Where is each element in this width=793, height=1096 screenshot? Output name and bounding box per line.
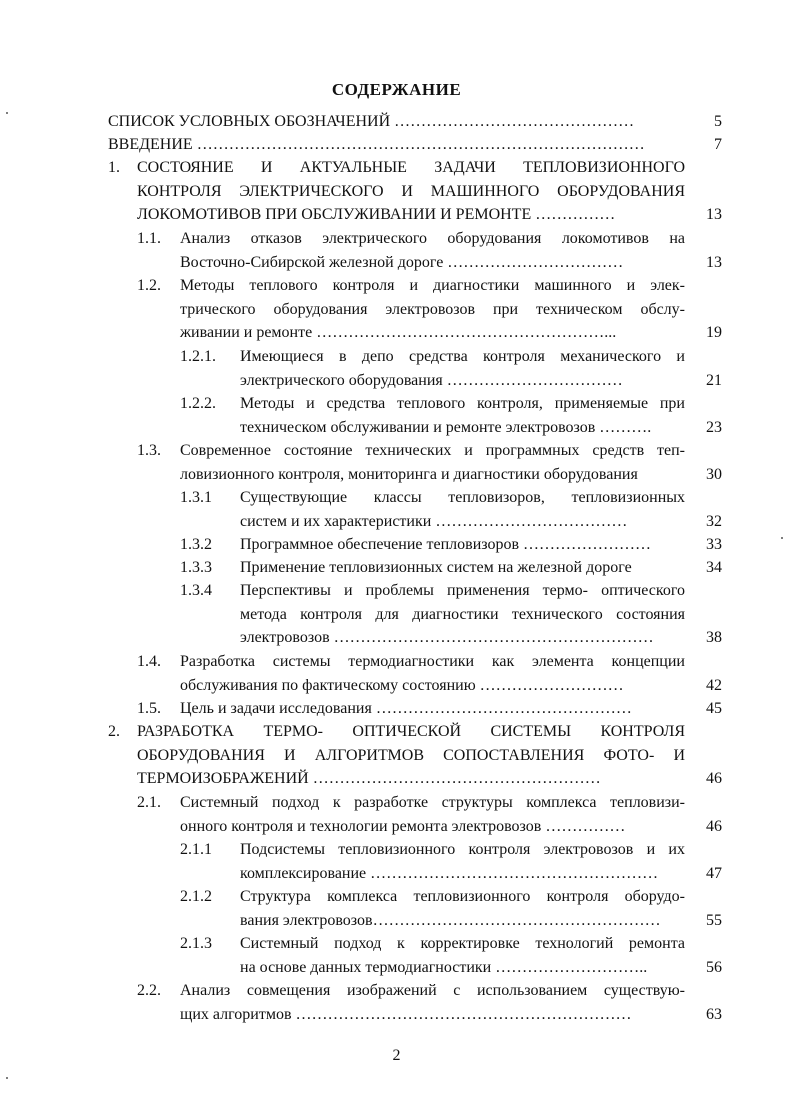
toc-entry-line: КОНТРОЛЯ ЭЛЕКТРИЧЕСКОГО И МАШИННОГО ОБОРУДОВАНИЯ <box>137 182 685 200</box>
toc-entry-number: 2.2. <box>137 982 161 999</box>
toc-entry-number: 1.3.1 <box>180 489 212 506</box>
toc-entry-page: 32 <box>706 512 722 530</box>
toc-entry-line: Анализ отказов электрического оборудования локомотивов на <box>180 230 685 247</box>
toc-entry-line: ловизионного контроля, мониторинга и диагностики оборудования <box>180 465 638 483</box>
toc-entry-number: 1.1. <box>137 230 161 247</box>
toc-entry-page: 21 <box>706 371 722 389</box>
toc-entry-line: РАЗРАБОТКА ТЕРМО- ОПТИЧЕСКОЙ СИСТЕМЫ КОНТРОЛЯ <box>137 723 685 740</box>
toc-entry-number: 2.1.1 <box>180 841 212 858</box>
toc-entry-page: 30 <box>706 465 722 483</box>
toc-entry-line: техническом обслуживании и ремонте электровозов ………. <box>240 418 652 436</box>
toc-entry-page: 19 <box>706 324 722 341</box>
toc-entry-page: 42 <box>706 676 722 694</box>
toc-entry-number: 1.4. <box>137 653 161 670</box>
toc-entry-line: обслуживания по фактическому состоянию ……………………… <box>180 676 624 694</box>
scan-speck <box>781 537 783 539</box>
toc-entry-number: 1. <box>108 159 120 176</box>
toc-entry-page: 13 <box>706 253 722 271</box>
toc-entry-line: СОСТОЯНИЕ И АКТУАЛЬНЫЕ ЗАДАЧИ ТЕПЛОВИЗИОННОГО <box>137 159 685 176</box>
toc-entry-number: 2.1.3 <box>180 935 212 952</box>
toc-entry-line: Методы и средства теплового контроля, применяемые при <box>240 395 685 412</box>
toc-entry-line: Методы теплового контроля и диагностики машинного и элек- <box>180 277 685 294</box>
toc-entry-number: 1.3. <box>137 442 161 459</box>
toc-entry-line: Анализ совмещения изображений с использованием существую- <box>180 982 685 999</box>
toc-entry-line: Имеющиеся в депо средства контроля механического и <box>240 348 685 365</box>
toc-entry-number: 1.3.4 <box>180 582 212 599</box>
toc-entry-line: на основе данных термодиагностики ……………………….. <box>240 958 648 976</box>
toc-entry-line: СПИСОК УСЛОВНЫХ ОБОЗНАЧЕНИЙ ……………………………………… <box>108 113 635 130</box>
toc-entry-line: Системный подход к разработке структуры комплекса тепловизи- <box>180 794 685 811</box>
toc-entry-line: трического оборудования электровозов при техническом обслу- <box>180 300 685 318</box>
toc-entry-number: 1.3.3 <box>180 559 212 576</box>
toc-entry-number: 1.3.2 <box>180 536 212 553</box>
toc-entry-line: Разработка системы термодиагностики как элемента концепции <box>180 653 685 670</box>
toc-entry-line: Подсистемы тепловизионного контроля электровозов и их <box>240 841 685 858</box>
toc-entry-page: 63 <box>706 1005 722 1023</box>
toc-entry-line: ОБОРУДОВАНИЯ И АЛГОРИТМОВ СОПОСТАВЛЕНИЯ ФОТО- И <box>137 746 685 764</box>
page-number: 2 <box>392 1047 401 1064</box>
toc-entry-page: 5 <box>714 113 722 130</box>
toc-entry-line: живании и ремонте ………………………………………………... <box>180 324 617 341</box>
toc-entry-page: 13 <box>706 206 722 223</box>
page-title: СОДЕРЖАНИЕ <box>331 80 462 99</box>
toc-entry-line: щих алгоритмов ……………………………………………………… <box>180 1005 632 1023</box>
scan-speck <box>6 1077 8 1079</box>
toc-entry-line: электровозов …………………………………………………… <box>240 629 654 646</box>
toc-entry-line: Перспективы и проблемы применения термо- оптического <box>240 582 685 599</box>
toc-entry-line: Восточно-Сибирской железной дороге …………………………… <box>180 253 624 271</box>
toc-entry-number: 1.2.2. <box>180 395 216 412</box>
toc-entry-number: 1.2.1. <box>180 348 216 365</box>
toc-entry-line: онного контроля и технологии ремонта электровозов …………… <box>180 817 626 835</box>
toc-entry-number: 2.1.2 <box>180 888 212 905</box>
toc-entry-line: Современное состояние технических и программных средств теп- <box>180 442 685 459</box>
toc-entry-line: Системный подход к корректировке технологий ремонта <box>240 935 685 952</box>
toc-entry-line: Структура комплекса тепловизионного контроля оборудо- <box>240 888 685 905</box>
toc-entry-page: 23 <box>706 418 722 436</box>
toc-entry-page: 46 <box>706 817 722 835</box>
toc-entry-number: 2. <box>108 723 120 740</box>
toc-entry-line: комплексирование ……………………………………………… <box>240 864 659 882</box>
toc-entry-page: 45 <box>706 700 722 717</box>
toc-entry-page: 47 <box>706 864 722 882</box>
toc-entry-line: ЛОКОМОТИВОВ ПРИ ОБСЛУЖИВАНИИ И РЕМОНТЕ …………… <box>137 206 616 223</box>
toc-entry-line: электрического оборудования …………………………… <box>240 371 623 389</box>
toc-entry-line: Применение тепловизионных систем на железной дороге <box>240 559 632 576</box>
toc-entry-line: Существующие классы тепловизоров, тепловизионных <box>240 489 685 506</box>
toc-entry-page: 33 <box>706 536 722 553</box>
toc-entry-line: вания электровозов……………………………………………… <box>240 911 661 929</box>
toc-entry-line: Программное обеспечение тепловизоров …………………… <box>240 536 652 553</box>
toc-entry-line: ВВЕДЕНИЕ ………………………………………………………………………… <box>108 136 645 153</box>
toc-entry-line: ТЕРМОИЗОБРАЖЕНИЙ ……………………………………………… <box>137 770 601 787</box>
toc-entry-number: 1.2. <box>137 277 161 294</box>
toc-entry-line: систем и их характеристики ……………………………… <box>240 512 628 530</box>
toc-entry-page: 38 <box>706 629 722 646</box>
toc-entry-number: 1.5. <box>137 700 161 717</box>
toc-entry-page: 56 <box>706 958 722 976</box>
toc-entry-line: Цель и задачи исследования ………………………………………… <box>180 700 632 717</box>
toc-entry-page: 7 <box>714 136 722 153</box>
scan-speck <box>6 112 8 114</box>
toc-entry-page: 55 <box>706 911 722 929</box>
toc-entry-page: 46 <box>706 770 722 787</box>
toc-entry-number: 2.1. <box>137 794 161 811</box>
toc-entry-line: метода контроля для диагностики технического состояния <box>240 605 685 623</box>
toc-entry-page: 34 <box>706 559 722 576</box>
